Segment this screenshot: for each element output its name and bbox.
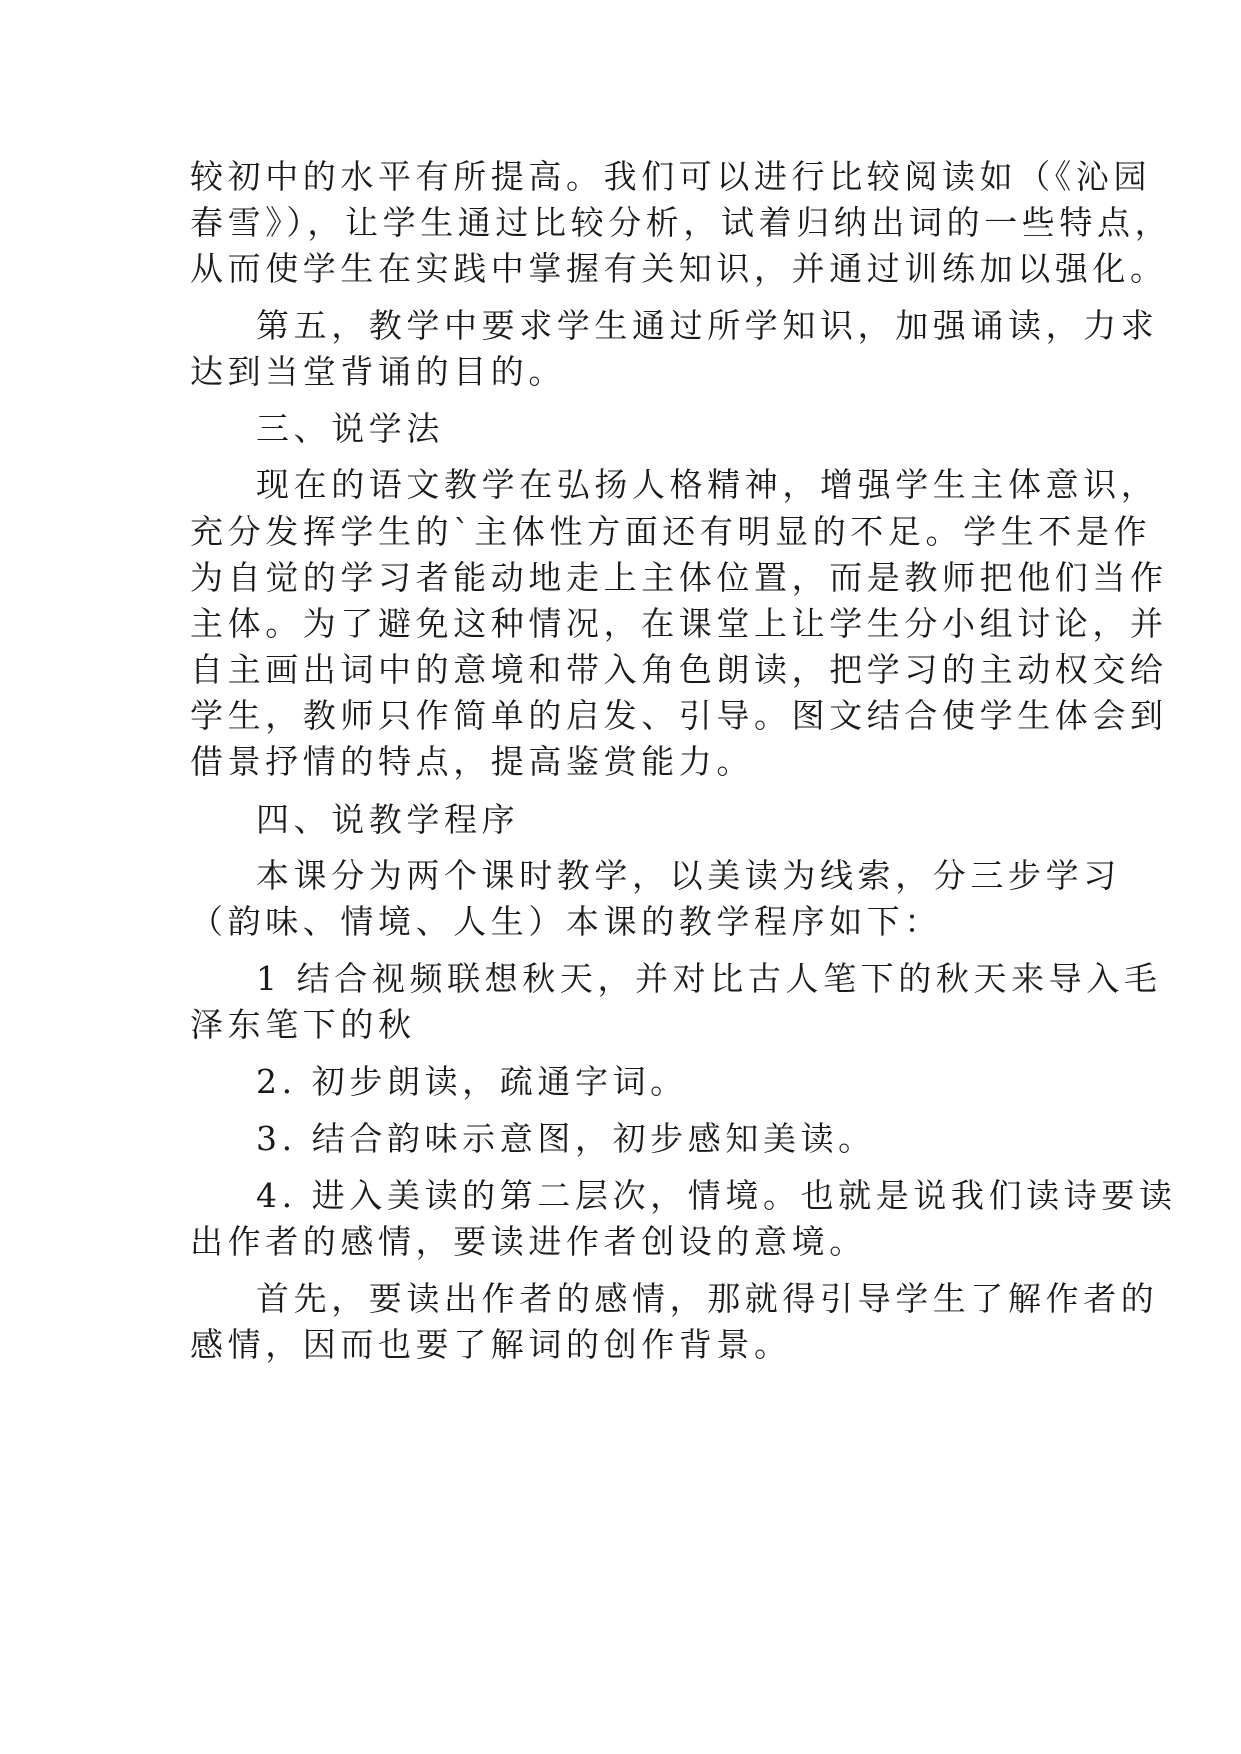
paragraph-line: 首先，要读出作者的感情，那就得引导学生了解作者的 [256,1279,1159,1318]
section-heading: 四、说教学程序 [256,800,520,839]
paragraph-line: 较初中的水平有所提高。我们可以进行比较阅读如（《沁园 [190,157,1152,196]
list-item-continuation: 出作者的感情，要读进作者创设的意境。 [190,1222,867,1261]
paragraph-line: 达到当堂背诵的目的。 [190,352,566,391]
paragraph-line: 现在的语文教学在弘扬人格精神，增强学生主体意识， [256,465,1159,504]
list-item: 1 结合视频联想秋天，并对比古人笔下的秋天来导入毛 [256,959,1162,998]
paragraph-line: 充分发挥学生的`主体性方面还有明显的不足。学生不是作 [190,512,1152,551]
list-item: 3. 结合韵味示意图，初步感知美读。 [256,1119,876,1158]
paragraph-line: 学生，教师只作简单的启发、引导。图文结合使学生体会到 [190,696,1168,735]
paragraph-line: 主体。为了避免这种情况，在课堂上让学生分小组讨论，并 [190,604,1168,643]
paragraph-line: 本课分为两个课时教学，以美读为线索，分三步学习 [256,856,1121,895]
paragraph-line: 借景抒情的特点，提高鉴赏能力。 [190,742,754,781]
list-item: 4. 进入美读的第二层次，情境。也就是说我们读诗要读 [256,1176,1177,1215]
paragraph-line: 为自觉的学习者能动地走上主体位置，而是教师把他们当作 [190,558,1168,597]
list-item-continuation: 泽东笔下的秋 [190,1005,416,1044]
paragraph-line: 感情，因而也要了解词的创作背景。 [190,1325,792,1364]
paragraph-line: 第五，教学中要求学生通过所学知识，加强诵读，力求 [256,306,1159,345]
paragraph-line: （韵味、情境、人生）本课的教学程序如下： [190,902,942,941]
paragraph-line: 春雪》），让学生通过比较分析，试着归纳出词的一些特点， [190,203,1173,242]
section-heading: 三、说学法 [256,409,444,448]
paragraph-line: 自主画出词中的意境和带入角色朗读，把学习的主动权交给 [190,650,1168,689]
paragraph-line: 从而使学生在实践中掌握有关知识，并通过训练加以强化。 [190,249,1168,288]
list-item: 2. 初步朗读，疏通字词。 [256,1062,688,1101]
